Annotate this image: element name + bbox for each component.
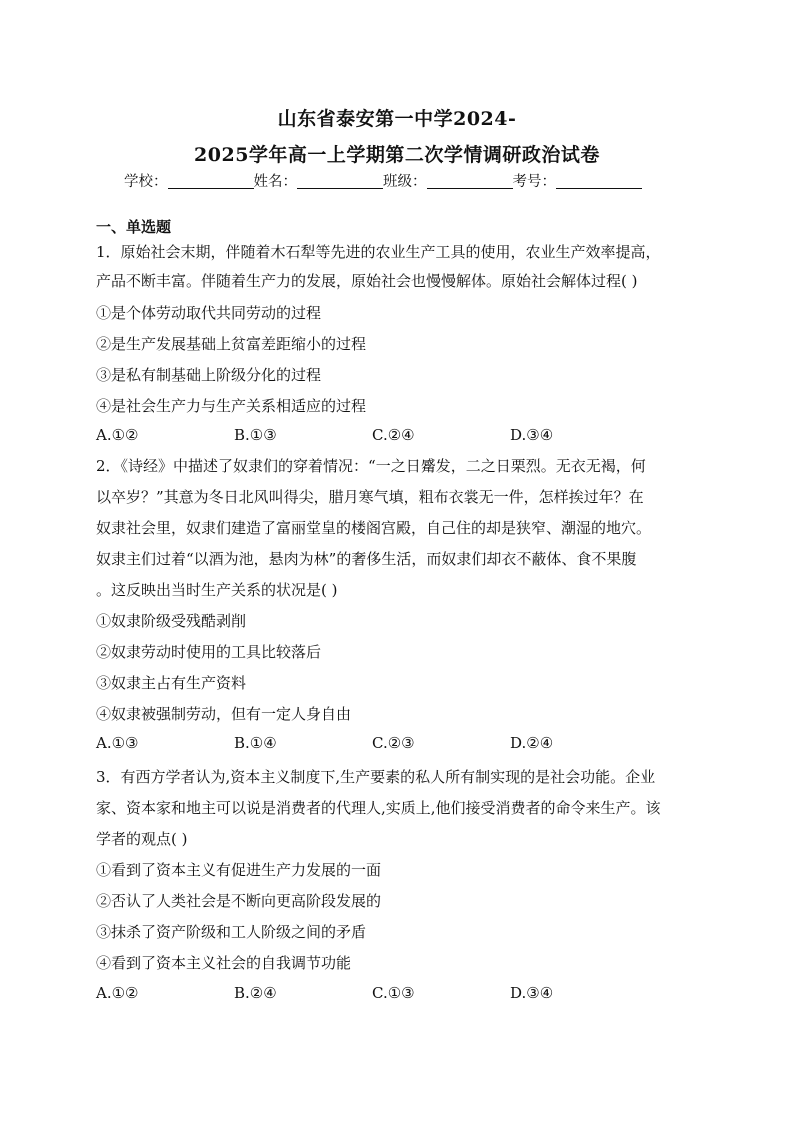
q1-statement: ④是社会生产力与生产关系相适应的过程 xyxy=(96,397,367,415)
exam-number-label: 考号： xyxy=(512,174,556,190)
q2-stem-line: 。这反映出当时生产关系的状况是( ) xyxy=(96,581,338,599)
q1-option-a: A.①② xyxy=(96,426,139,444)
q1-stem-line: 产品不断丰富。伴随着生产力的发展，原始社会也慢慢解体。原始社会解体过程( ) xyxy=(96,272,638,290)
exam-number-blank xyxy=(556,174,642,189)
q2-stem-line: 奴隶社会里，奴隶们建造了富丽堂皇的楼阁宫殿，自己住的却是狭窄、潮湿的地穴。 xyxy=(96,519,652,537)
q1-statement: ②是生产发展基础上贫富差距缩小的过程 xyxy=(96,335,367,353)
exam-title-line-1: 山东省泰安第一中学2024- xyxy=(277,108,517,130)
q2-statement: ③奴隶主占有生产资料 xyxy=(96,674,247,692)
section-heading: 一、单选题 xyxy=(96,218,172,236)
q2-option-c: C.②③ xyxy=(372,734,415,752)
class-label: 班级： xyxy=(383,174,427,190)
q3-option-d: D.③④ xyxy=(510,984,554,1002)
student-info-row xyxy=(124,170,642,191)
q3-statement: ②否认了人类社会是不断向更高阶段发展的 xyxy=(96,892,382,910)
q3-option-c: C.①③ xyxy=(372,984,415,1002)
q3-options xyxy=(96,984,696,1004)
q2-option-b: B.①④ xyxy=(234,734,277,752)
q1-option-d: D.③④ xyxy=(510,426,554,444)
q3-option-a: A.①② xyxy=(96,984,139,1002)
q1-statement: ③是私有制基础上阶级分化的过程 xyxy=(96,366,322,384)
q2-statement: ④奴隶被强制劳动，但有一定人身自由 xyxy=(96,705,352,723)
q3-stem-line: 3．有西方学者认为,资本主义制度下,生产要素的私人所有制实现的是社会功能。企业 xyxy=(96,768,656,786)
q3-stem-line: 学者的观点( ) xyxy=(96,830,188,848)
q1-option-b: B.①③ xyxy=(234,426,277,444)
q2-stem-line: 奴隶主们过着“以酒为池，悬肉为林”的奢侈生活，而奴隶们却衣不蔽体、食不果腹 xyxy=(96,550,637,568)
q2-option-a: A.①③ xyxy=(96,734,139,752)
school-blank xyxy=(168,174,254,189)
q2-stem-line: 2．《诗经》中描述了奴隶们的穿着情况：“一之日觱发，二之日栗烈。无衣无褐，何 xyxy=(96,457,646,475)
name-label: 姓名： xyxy=(253,174,297,190)
name-blank xyxy=(297,174,383,189)
q2-stem-line: 以卒岁？”其意为冬日北风叫得尖，腊月寒气填，粗布衣裳无一件，怎样挨过年？在 xyxy=(96,488,644,506)
q1-options xyxy=(96,426,696,446)
q2-option-d: D.②④ xyxy=(510,734,554,752)
q3-option-b: B.②④ xyxy=(234,984,277,1002)
q2-statement: ②奴隶劳动时使用的工具比较落后 xyxy=(96,643,322,661)
q3-statement: ④看到了资本主义社会的自我调节功能 xyxy=(96,954,352,972)
class-blank xyxy=(427,174,513,189)
q3-stem-line: 家、资本家和地主可以说是消费者的代理人,实质上,他们接受消费者的命令来生产。该 xyxy=(96,799,661,817)
q3-statement: ③抹杀了资产阶级和工人阶级之间的矛盾 xyxy=(96,923,367,941)
q2-statement: ①奴隶阶级受残酷剥削 xyxy=(96,612,247,630)
q1-stem-line: 1．原始社会末期，伴随着木石犁等先进的农业生产工具的使用，农业生产效率提高， xyxy=(96,243,661,261)
q2-options xyxy=(96,734,696,754)
q1-statement: ①是个体劳动取代共同劳动的过程 xyxy=(96,304,322,322)
exam-title-line-2: 2025学年高一上学期第二次学情调研政治试卷 xyxy=(194,144,600,166)
q3-statement: ①看到了资本主义有促进生产力发展的一面 xyxy=(96,861,382,879)
q1-option-c: C.②④ xyxy=(372,426,415,444)
school-label: 学校： xyxy=(124,174,168,190)
